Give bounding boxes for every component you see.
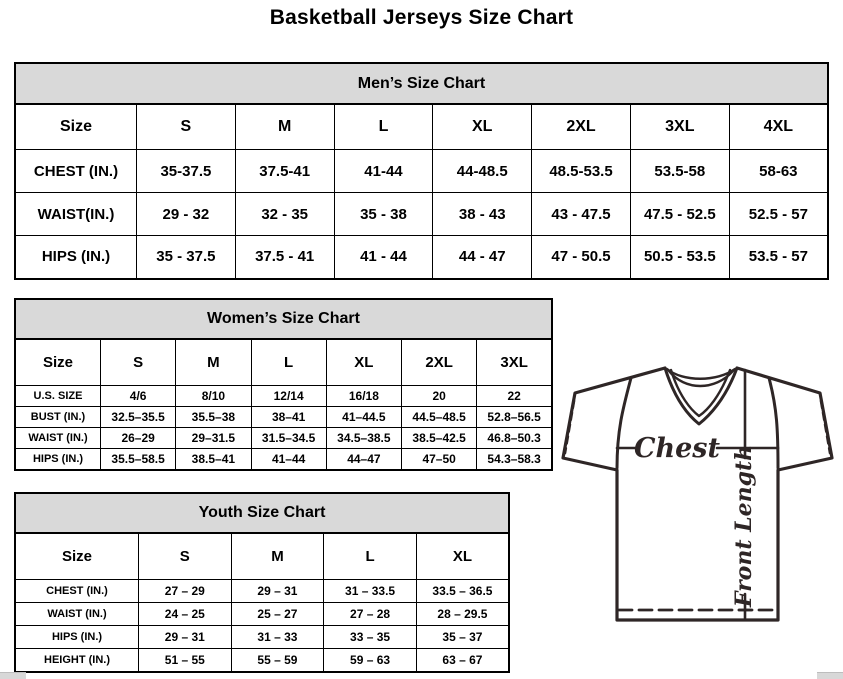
size-value-cell: 16/18 <box>326 386 401 407</box>
page-title: Basketball Jerseys Size Chart <box>269 6 574 29</box>
size-value-cell: 28 – 29.5 <box>416 603 509 626</box>
youth-size-chart-title: Youth Size Chart <box>14 492 510 532</box>
youth-size-chart-section <box>14 492 510 673</box>
scrollbar-fragment-right <box>817 672 843 679</box>
size-value-cell: 59 – 63 <box>324 649 417 672</box>
table-row <box>15 603 509 626</box>
size-column-header: Size <box>15 339 101 386</box>
front-length-measure-label: Front Length <box>731 444 757 608</box>
mens-size-table <box>14 103 829 280</box>
column-header: XL <box>433 104 532 150</box>
size-value-cell: 20 <box>402 386 477 407</box>
size-value-cell: 32 - 35 <box>235 193 334 236</box>
column-header: 2XL <box>402 339 477 386</box>
size-value-cell: 44 - 47 <box>433 236 532 279</box>
column-header: M <box>176 339 251 386</box>
size-value-cell: 12/14 <box>251 386 326 407</box>
table-row <box>15 386 552 407</box>
table-row <box>15 428 552 449</box>
size-value-cell: 29 – 31 <box>231 580 324 603</box>
size-value-cell: 4/6 <box>101 386 176 407</box>
size-value-cell: 38 - 43 <box>433 193 532 236</box>
size-value-cell: 52.8–56.5 <box>477 407 552 428</box>
column-header: S <box>101 339 176 386</box>
size-value-cell: 52.5 - 57 <box>729 193 828 236</box>
size-value-cell: 63 – 67 <box>416 649 509 672</box>
chest-measure-label: Chest <box>634 433 720 464</box>
size-value-cell: 31.5–34.5 <box>251 428 326 449</box>
size-value-cell: 44–47 <box>326 449 401 470</box>
size-value-cell: 37.5-41 <box>235 150 334 193</box>
column-header: XL <box>416 533 509 580</box>
size-value-cell: 46.8–50.3 <box>477 428 552 449</box>
row-label: WAIST(IN.) <box>15 193 137 236</box>
size-value-cell: 38.5–41 <box>176 449 251 470</box>
column-header: M <box>231 533 324 580</box>
row-label: HIPS (IN.) <box>15 236 137 279</box>
size-value-cell: 26–29 <box>101 428 176 449</box>
size-column-header: Size <box>15 533 139 580</box>
row-label: CHEST (IN.) <box>15 150 137 193</box>
size-value-cell: 51 – 55 <box>139 649 232 672</box>
table-row <box>15 236 828 279</box>
size-value-cell: 44-48.5 <box>433 150 532 193</box>
column-header: XL <box>326 339 401 386</box>
size-value-cell: 27 – 28 <box>324 603 417 626</box>
size-value-cell: 22 <box>477 386 552 407</box>
row-label: WAIST (IN.) <box>15 428 101 449</box>
column-header-row <box>15 339 552 386</box>
column-header: S <box>137 104 236 150</box>
row-label: HIPS (IN.) <box>15 449 101 470</box>
size-value-cell: 38–41 <box>251 407 326 428</box>
table-row <box>15 449 552 470</box>
column-header-row <box>15 104 828 150</box>
column-header: 3XL <box>630 104 729 150</box>
size-value-cell: 47.5 - 52.5 <box>630 193 729 236</box>
table-row <box>15 407 552 428</box>
table-row <box>15 193 828 236</box>
size-value-cell: 44.5–48.5 <box>402 407 477 428</box>
size-value-cell: 29 – 31 <box>139 626 232 649</box>
table-row <box>15 626 509 649</box>
size-value-cell: 41-44 <box>334 150 433 193</box>
size-value-cell: 35 – 37 <box>416 626 509 649</box>
size-value-cell: 54.3–58.3 <box>477 449 552 470</box>
size-value-cell: 35 - 37.5 <box>137 236 236 279</box>
size-value-cell: 47–50 <box>402 449 477 470</box>
size-value-cell: 53.5 - 57 <box>729 236 828 279</box>
size-value-cell: 43 - 47.5 <box>532 193 631 236</box>
womens-size-chart-section <box>14 298 553 471</box>
size-value-cell: 38.5–42.5 <box>402 428 477 449</box>
womens-size-table <box>14 338 553 471</box>
size-value-cell: 31 – 33.5 <box>324 580 417 603</box>
size-column-header: Size <box>15 104 137 150</box>
size-value-cell: 31 – 33 <box>231 626 324 649</box>
size-value-cell: 33 – 35 <box>324 626 417 649</box>
column-header: M <box>235 104 334 150</box>
table-row <box>15 649 509 672</box>
size-value-cell: 35-37.5 <box>137 150 236 193</box>
row-label: WAIST (IN.) <box>15 603 139 626</box>
size-value-cell: 47 - 50.5 <box>532 236 631 279</box>
size-value-cell: 24 – 25 <box>139 603 232 626</box>
size-value-cell: 35 - 38 <box>334 193 433 236</box>
column-header: 3XL <box>477 339 552 386</box>
size-value-cell: 27 – 29 <box>139 580 232 603</box>
size-value-cell: 35.5–38 <box>176 407 251 428</box>
row-label: HEIGHT (IN.) <box>15 649 139 672</box>
size-value-cell: 29 - 32 <box>137 193 236 236</box>
mens-size-chart-section <box>14 62 829 280</box>
size-value-cell: 55 – 59 <box>231 649 324 672</box>
column-header: S <box>139 533 232 580</box>
youth-size-table <box>14 532 510 673</box>
column-header: L <box>251 339 326 386</box>
column-header: L <box>334 104 433 150</box>
jersey-front-diagram <box>557 360 843 628</box>
size-value-cell: 35.5–58.5 <box>101 449 176 470</box>
column-header: 4XL <box>729 104 828 150</box>
size-value-cell: 53.5-58 <box>630 150 729 193</box>
size-value-cell: 32.5–35.5 <box>101 407 176 428</box>
size-value-cell: 41–44.5 <box>326 407 401 428</box>
mens-size-chart-title: Men’s Size Chart <box>14 62 829 103</box>
size-value-cell: 37.5 - 41 <box>235 236 334 279</box>
row-label: BUST (IN.) <box>15 407 101 428</box>
womens-size-chart-title: Women’s Size Chart <box>14 298 553 338</box>
row-label: U.S. SIZE <box>15 386 101 407</box>
size-value-cell: 29–31.5 <box>176 428 251 449</box>
scrollbar-fragment-left <box>0 672 26 679</box>
table-row <box>15 580 509 603</box>
size-value-cell: 8/10 <box>176 386 251 407</box>
size-value-cell: 33.5 – 36.5 <box>416 580 509 603</box>
size-value-cell: 41–44 <box>251 449 326 470</box>
size-value-cell: 25 – 27 <box>231 603 324 626</box>
column-header: L <box>324 533 417 580</box>
table-row <box>15 150 828 193</box>
size-value-cell: 34.5–38.5 <box>326 428 401 449</box>
column-header: 2XL <box>532 104 631 150</box>
size-value-cell: 48.5-53.5 <box>532 150 631 193</box>
size-value-cell: 41 - 44 <box>334 236 433 279</box>
size-value-cell: 50.5 - 53.5 <box>630 236 729 279</box>
row-label: HIPS (IN.) <box>15 626 139 649</box>
column-header-row <box>15 533 509 580</box>
size-value-cell: 58-63 <box>729 150 828 193</box>
row-label: CHEST (IN.) <box>15 580 139 603</box>
